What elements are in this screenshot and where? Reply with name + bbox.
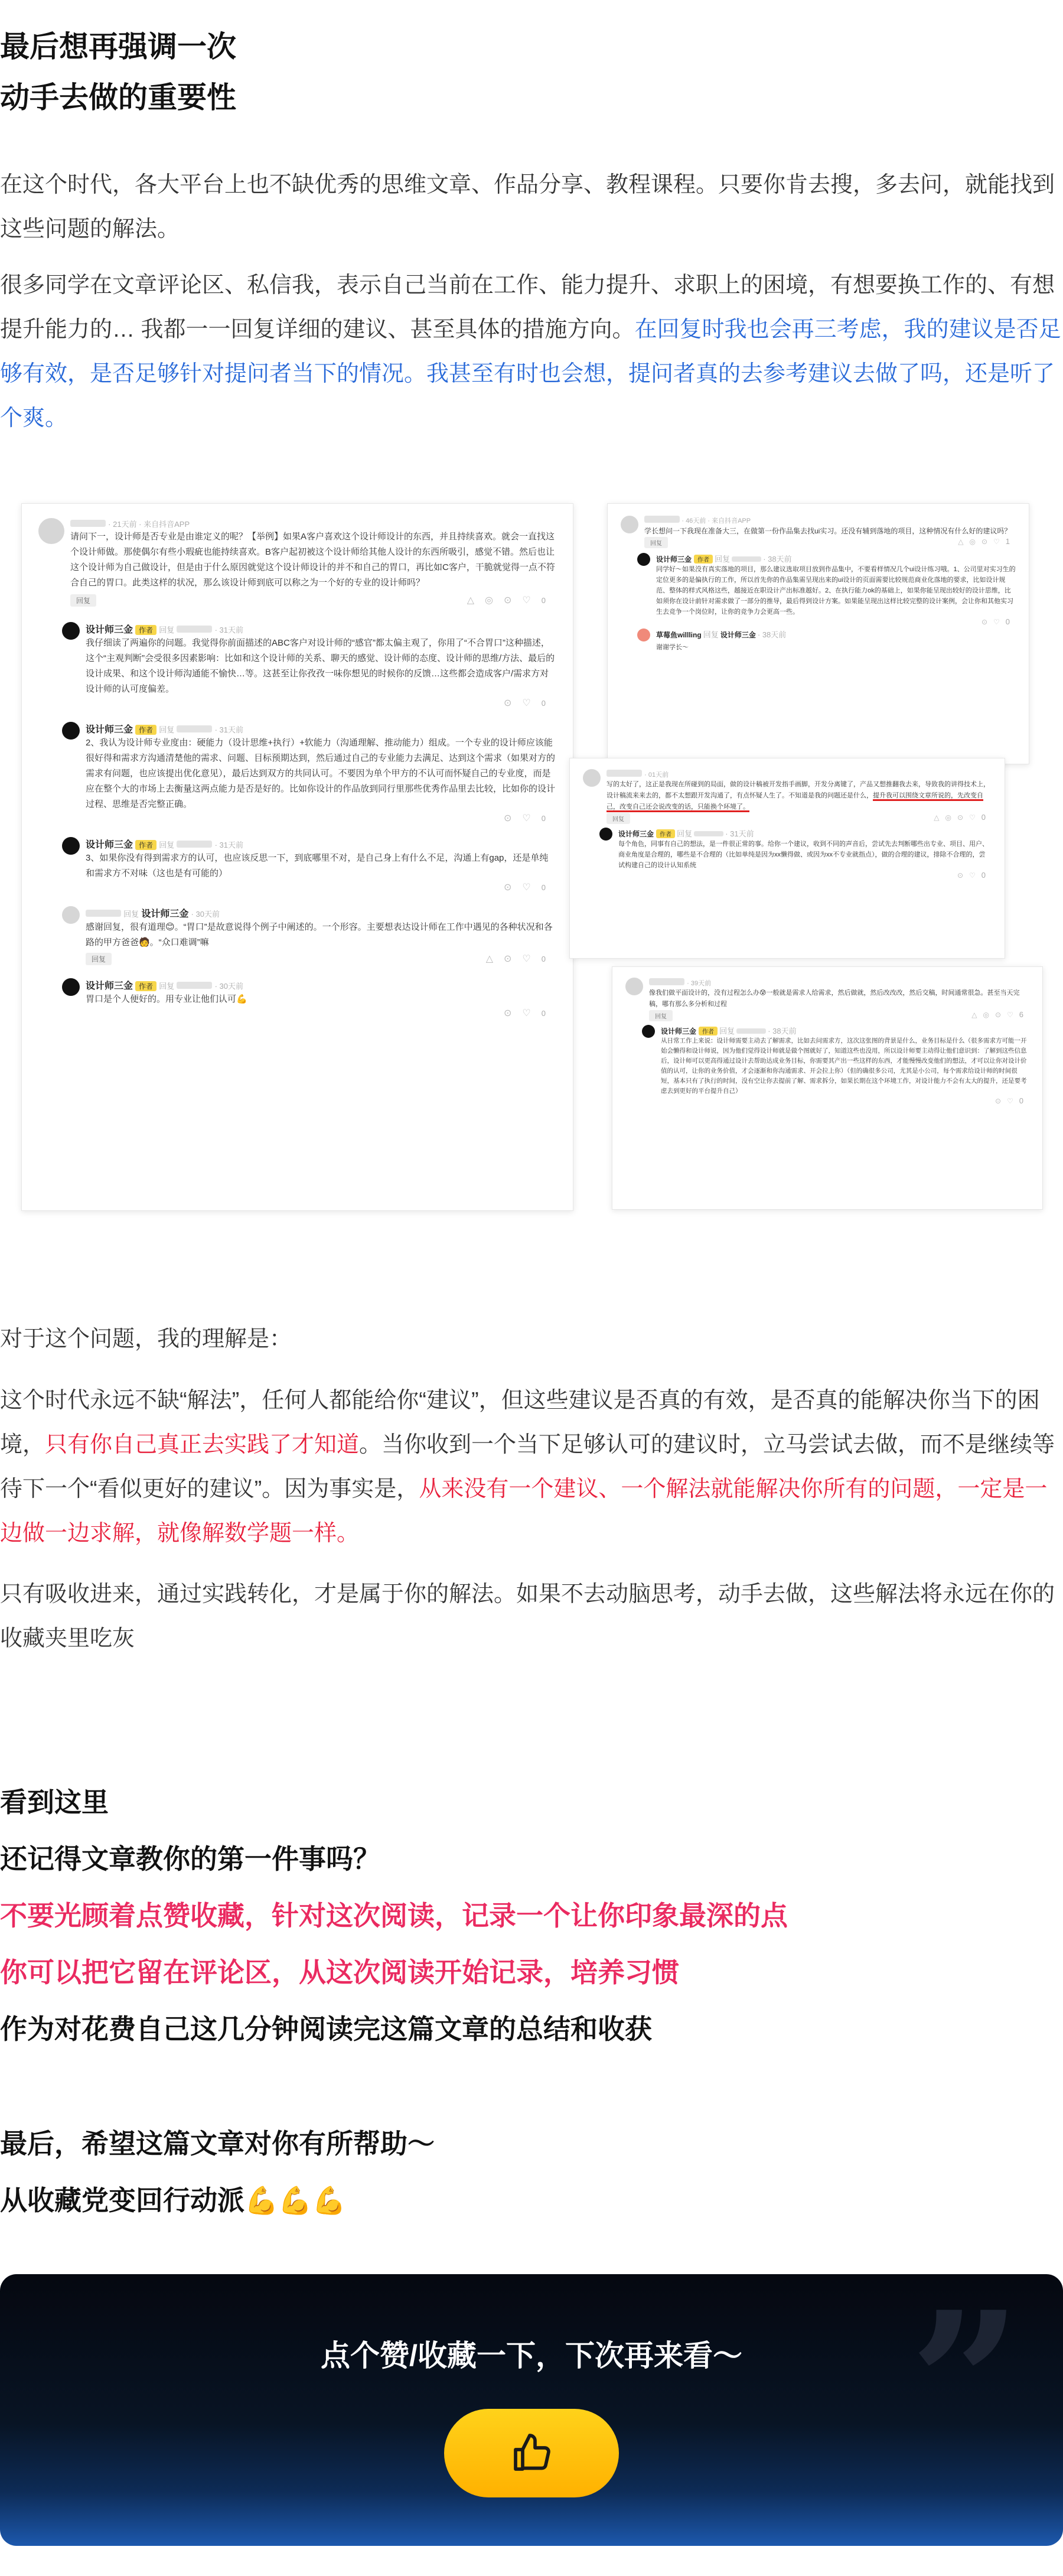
comment-meta: · 31天前 [214,626,243,634]
avatar [583,769,601,787]
comment-meta: · 30天前 [214,982,243,991]
like-icon[interactable]: ♡ [522,813,542,823]
comment-meta: · 31天前 [214,841,243,849]
author-badge: 作者 [135,725,156,735]
coin-icon[interactable]: ◎ [969,538,982,546]
like-icon[interactable]: ♡ [522,954,542,964]
comment-item: · 46天前 · 来自抖音APP 学长想问一下我现在准备大三，在做第一份作品集去找ui实习。还没有辅到落地的项目，这种情况有什么好的建议吗？ 回复 △◎⊙♡1 [621,516,1016,548]
eye-icon[interactable]: ⊙ [981,618,993,626]
author-badge: 作者 [135,625,156,635]
closing-line-1: 看到这里 [0,1787,109,1818]
eye-icon[interactable]: ⊙ [981,538,993,546]
comment-reply: 设计师三金 作者 回复 · 31天前 3、如果你没有得到需求方的认可，也应该反思一下，到底哪里不对，是自己身上有什么不足，沟通上有gap，还是单纯和需求方不对味（这也是有可能的） ⊙♡0 [62,837,556,893]
comment-meta: · 21天前 · 来自抖音APP [108,520,190,529]
avatar [599,828,612,841]
avatar [637,553,650,566]
highlighted-text: 提升我可以围绕文章所说的，先改变自己，改变自己还会说改变的话，只能换个环境了。 [607,792,983,812]
comment-text: 感谢回复，很有道理😊。“胃口”是故意说得个例子中阐述的。一个形容。主要想表达设计师在工作中遇见的各种状况和各路的甲方爸爸🧑。“众口难调”嘛 [86,922,553,947]
like-icon[interactable]: ♡ [993,538,1006,546]
comment-reply: 设计师三金 作者 回复 · 30天前 胃口是个人便好的。用专业让他们认可💪 ⊙♡0 [62,978,556,1019]
warning-icon[interactable]: △ [958,538,970,546]
like-icon[interactable]: ♡ [1007,1011,1019,1019]
warning-icon[interactable]: △ [971,1011,983,1019]
comment-reply: 草莓鱼willling 回复 设计师三金 · 38天前 谢谢学长～ [637,628,1016,655]
avatar [62,722,80,740]
comment-item: · 39天前 像我们做平面设计的，没有过程怎么办😰一般就是需求人给需求，然后做就，然后改改改，然后交稿，时间通常很急。甚至当天完稿，哪有那么多分析和过程 回复 △◎⊙♡6 [625,978,1029,1021]
comment-screenshot-right-bottom [612,966,1043,1210]
avatar [621,516,638,533]
eye-icon[interactable]: ⊙ [994,1097,1007,1105]
like-icon[interactable]: ♡ [522,698,542,708]
avatar [62,978,80,996]
cta-banner [0,2274,1063,2546]
intro-paragraph-2-plain: 很多同学在文章评论区、私信我，表示自己当前在工作、能力提升、求职上的困境，有想要换工作的、有想提升能力的… 我都一一回复详细的建议、甚至具体的措施方向。 [0,273,1055,342]
comment-text: 每个角色，同事有自己的想法，是一件很正常的事。给你一个建议，收到不同的声音后，尝试先去判断哪些出专业、项目、用户、商业角度是合理的，哪些是不合理的（比如单纯是因为xx懒得做、或因为xx不专业就指点），做的合理的建议，排除不合理的，尝试构建自己的设计认知系统 [618,841,989,869]
comment-text: 从日常工作上来说：设计师需要主动去了解需求，比如去问需求方，这次这张图的背景是什么，业务目标是什么（很多需求方可能一开始会懒得和设计师说，因为他们觉得设计师就是做个图就好了，知道这些也没用，所以设计师要主动得让他们意识到：了解到这些信息后，设计师可以更高得通过设计去帮助达成业务目标，你需要其产出一些这样的东西，才能慢慢改变他们的想法，才可以让你对设计价值的认可，让你的业务价值，才会逐渐和你沟通需求、开会拉上你）（但的确很多公司，尤其是小公司，每个需求给设计师的时间很短，基本只有了执行的时间，没有空让你去提前了解、需求拆分，如果长期在这个环境工作，对设计能力不会有太大的提升，还是要考虑去到更好的平台提升自己） [661,1037,1027,1095]
comment-reply: 设计师三金 作者 回复 · 31天前 2、我认为设计师专业度由：硬能力（设计思维+执行）+软能力（沟通理解、推动能力）组成。一个专业的设计师应该能很好得和需求方沟通清楚他的需求、问题、目标预期达到，然后通过自己的专业能力去满足、达到这个需求（如果对方的需求有问题，也应该提出优化意见），最后达到双方的共同认可。不要因为单个甲方的不认可而怀疑自己的专业度，而是应在整个大的市场上去衡量这两点能力是否是好的。比如你设计的作品放到同行里那些优秀作品里去比较，比如你的设计过程、思维是否完整正确。 ⊙♡0 [62,722,556,824]
comment-meta: · 30天前 [191,910,220,919]
intro-paragraph-2-highlight: 在回复时我也会再三考虑，我的建议是否足够有效，是否足够针对提问者当下的情况。我甚至有时也会想，提问者真的去参考建议去做了吗，还是听了个爽。 [0,317,1061,431]
understanding-lead: 对于这个问题，我的理解是： [0,1327,292,1351]
comment-reply: 设计师三金 作者 回复 · 31天前 每个角色，同事有自己的想法，是一件很正常的事。给你一个建议，收到不同的声音后，尝试先去判断哪些出专业、项目、用户、商业角度是合理的，哪些是不合理的（比如单纯是因为xx懒得做、或因为xx不专业就指点），做的合理的建议，排除不合理的，尝试构建自己的设计认知系统 ⊙♡0 [599,828,992,880]
eye-icon[interactable]: ⊙ [957,813,969,822]
warning-icon[interactable]: △ [485,954,504,964]
comment-meta: · 31天前 [214,725,243,734]
like-icon[interactable]: ♡ [969,813,982,822]
comment-actions: △◎⊙♡0 [467,595,556,605]
closing-line-5: 作为对花费自己这几分钟阅读完这篇文章的总结和收获 [0,2014,652,2044]
understanding-paragraph-1: 这个时代永远不缺“解法”，任何人都能给你“建议”，但这些建议是否真的有效，是否真的能解决你当下的困境，只有你自己真正去实践了才知道。当你收到一个当下足够认可的建议时，立马尝试去做，而不是继续等待下一个“看似更好的建议”。因为事实是，从来没有一个建议、一个解法就能解决你所有的问题，一定是一边做一边求解，就像解数学题一样。 [0,1388,1055,1546]
quote-mark-icon: ” [909,2274,1022,2498]
reply-button[interactable]: 回复 [70,594,96,607]
closing-line-4: 你可以把它留在评论区，从这次阅读开始记录，培养习惯 [0,1957,679,1988]
comment-text: 请问下一，设计师是否专业是由谁定义的呢？【举例】如果A客户喜欢这个设计师设计的东西，并且持续喜欢。就会一直找这个设计师做。那使偶尔有些小瑕疵也能持续喜欢。B客户起初被这个设计师给其他人设计的东西所吸引，感觉不错。然后也让这个设计师为自己做设计，但是由于什么原因就觉这个设计师设计的并不和自己的胃口，再比如C客户，干脆就觉得一点不符合自己的胃口。此类这样的状况，那么该设计师到底可以称之为一个好的专业的设计师吗？ [70,532,555,588]
like-icon[interactable]: ♡ [993,618,1006,626]
section-heading-line1: 最后想再强调一次 [0,30,236,63]
comment-screenshot-right-middle [569,758,1005,959]
comment-text: 胃口是个人便好的。用专业让他们认可💪 [86,994,247,1004]
comment-item [38,518,556,607]
reply-button[interactable]: 回复 [649,1010,673,1021]
eye-icon[interactable]: ⊙ [504,813,523,823]
comment-item: · 01天前 写的太好了，这正是我现在所碰到的局面，做的设计稿被开发指手画脚，开发分离键了，产品又想推翻我去来，导致我的讲得技术上，设计稿流来来去的，都不太想跟开发沟通了，有点怀疑人生了。不知道是我的问题还是什么，提升我可以围绕文章所说的，先改变自己，改变自己还会说改变的话，只能换个环境了。 回复 △◎⊙♡0 [583,769,992,824]
like-icon[interactable]: ♡ [522,1008,542,1018]
avatar [625,978,643,995]
eye-icon[interactable]: ⊙ [994,1011,1007,1019]
comment-meta: · 01天前 [644,771,669,779]
reply-button[interactable]: 回复 [607,813,630,824]
comment-meta: · 46天前 · 来自抖音APP [682,517,751,525]
closing-line-2: 还记得文章教你的第一件事吗？ [0,1844,380,1874]
closing-line-6: 最后，希望这篇文章对你有所帮助～ [0,2128,435,2159]
author-badge: 作者 [135,840,156,850]
like-icon[interactable]: ♡ [969,871,982,880]
like-button[interactable] [444,2409,619,2497]
comment-text: 像我们做平面设计的，没有过程怎么办😰一般就是需求人给需求，然后做就，然后改改改，然后交稿，时间通常很急。甚至当天完稿，哪有那么多分析和过程 [649,989,1020,1008]
author-name: 设计师三金 [86,725,133,735]
coin-icon[interactable]: ◎ [983,1011,995,1019]
avatar [62,906,80,924]
closing-line-7: 从收藏党变回行动派💪💪💪 [0,2185,346,2216]
author-name: 设计师三金 [86,625,133,635]
section-heading-line2: 动手去做的重要性 [0,81,236,114]
comment-text: 写的太好了，这正是我现在所碰到的局面，做的设计稿被开发指手画脚，开发分离键了，产品又想推翻我去来，导致我的讲得技术上，设计稿流来来去的，都不太想跟开发沟通了，有点怀疑人生了。不知道是我的问题还是什么，提升我可以围绕文章所说的，先改变自己，改变自己还会说改变的话，只能换个环境了。 [607,779,992,813]
understanding-paragraph-2: 只有吸收进来，通过实践转化，才是属于你的解法。如果不去动脑思考，动手去做，这些解法将永远在你的收藏夹里吃灰 [0,1582,1055,1651]
like-icon[interactable]: ♡ [1007,1097,1019,1105]
comment-text: 我仔细读了两遍你的问题。我觉得你前面描述的ABC客户对设计师的“感官”都太偏主观了，你用了“不合胃口”这种描述，这个“主观判断”会受很多因素影响：比如和这个设计师的关系、聊天的感觉、设计师的态度、设计师的思维/方法、最后的设计成果、和这个设计师沟通能不愉快…等。这甚至让你孜孜一味你想见的时候你的反馈…这些都会造成客户/需求方对设计师的认可度偏差。 [86,638,555,694]
emphasis-text: 从来没有一个建议、一个解法就能解决你所有的问题，一定是一边做一边求解，就像解数学题一样。 [0,1477,1048,1546]
closing-line-3: 不要光顾着点赞收藏，针对这次阅读，记录一个让你印象最深的点 [0,1900,788,1931]
coin-icon[interactable]: ◎ [485,595,504,605]
intro-paragraph-2 [0,263,1063,441]
eye-icon[interactable]: ⊙ [504,698,523,708]
author-name: 设计师三金 [86,840,133,850]
warning-icon[interactable]: △ [467,595,485,605]
author-badge: 作者 [135,981,156,991]
emphasis-text: 只有你自己真正去实践了才知道 [45,1432,360,1457]
eye-icon[interactable]: ⊙ [504,882,523,893]
avatar [62,837,80,855]
like-icon[interactable]: ♡ [522,595,542,605]
comment-screenshot-right-top [607,503,1029,764]
comment-screenshot-left [21,503,573,1211]
like-icon[interactable]: ♡ [522,882,542,893]
comment-reply: 设计师三金 作者 回复 · 38天前 同学好～如果没有真实落地的项目，那么建议选取项目放到作品集中，不要看样情况几个ui设计练习哦。1、公司里对实习生的定位更多的是偏执行的工作，所以首先你的作品集需呈现出来的ui设计的页面需要比较规范商业化落地的要求，比如设计规范、整体的样式风格这些，越接近在职设计产出标准越好。2、在执行能力ok的基础上，如果你能呈现出较好的设计思维，比如须你在设计前针对需求做了一部分的推导，最后得到设计方案。如果能呈现出这样比较完整的设计案例，会让你和其他实习生去竞争一个岗位时，让你的竞争力会更高一些。 ⊙♡0 [637,553,1016,626]
reply-button[interactable]: 回复 [86,953,112,965]
avatar [38,518,64,544]
eye-icon[interactable]: ⊙ [957,871,969,880]
reply-button[interactable]: 回复 [644,537,668,548]
username-redacted [70,520,106,527]
cta-text: 点个赞/收藏一下，下次再来看～ [321,2339,742,2372]
comment-text: 同学好～如果没有真实落地的项目，那么建议选取项目放到作品集中，不要看样情况几个ui设计练习哦。1、公司里对实习生的定位更多的是偏执行的工作，所以首先你的作品集需呈现出来的ui设计的页面需要比较规范商业化落地的要求，比如设计规范、整体的样式风格这些，越接近在职设计产出标准越好。2、在执行能力ok的基础上，如果你能呈现出较好的设计思维，比如须你在设计前针对需求做了一部分的推导，最后得到设计方案。如果能呈现出这样比较完整的设计案例，会让你和其他实习生去竞争一个岗位时，让你的竞争力会更高一些。 [656,566,1016,615]
avatar [637,628,650,641]
eye-icon[interactable]: ⊙ [504,1008,523,1018]
avatar [642,1025,655,1038]
avatar [62,622,80,640]
author-name: 设计师三金 [86,981,133,991]
comment-text: 学长想问一下我现在准备大三，在做第一份作品集去找ui实习。还没有辅到落地的项目，这种情况有什么好的建议吗？ [644,527,1012,535]
comment-text: 谢谢学长～ [656,644,689,651]
thumbs-up-icon [510,2432,553,2474]
comment-text: 3、如果你没有得到需求方的认可，也应该反思一下，到底哪里不对，是自己身上有什么不足，沟通上有gap，还是单纯和需求方不对味（这也是有可能的） [86,853,549,878]
comment-reply: 回复 设计师三金 · 30天前 感谢回复，很有道理😊。“胃口”是故意说得个例子中阐述的。一个形容。主要想表达设计师在工作中遇见的各种状况和各路的甲方爸爸🧑。“众口难调”嘛 回复 △⊙♡0 [62,906,556,965]
comment-meta: · 39天前 [687,980,712,987]
comment-reply: 设计师三金 作者 回复 · 31天前 我仔细读了两遍你的问题。我觉得你前面描述的ABC客户对设计师的“感官”都太偏主观了，你用了“不合胃口”这种描述，这个“主观判断”会受很多因素影响：比如和这个设计师的关系、聊天的感觉、设计师的态度、设计师的思维/方法、最后的设计成果、和这个设计师沟通能不愉快…等。这甚至让你孜孜一味你想见的时候你的反馈…这些都会造成客户/需求方对设计师的认可度偏差。 ⊙♡0 [62,622,556,709]
eye-icon[interactable]: ⊙ [504,595,523,605]
intro-paragraph-1: 在这个时代，各大平台上也不缺优秀的思维文章、作品分享、教程课程。只要你肯去搜，多去问，就能找到这些问题的解法。 [0,172,1055,242]
coin-icon[interactable]: ◎ [945,813,957,822]
warning-icon[interactable]: △ [934,813,945,822]
comment-text: 2、我认为设计师专业度由：硬能力（设计思维+执行）+软能力（沟通理解、推动能力）组成。一个专业的设计师应该能很好得和需求方沟通清楚他的需求、问题、目标预期达到，然后通过自己的专业能力去满足、达到这个需求（如果对方的需求有问题，也应该提出优化意见），最后达到双方的共同认可。不要因为单个甲方的不认可而怀疑自己的专业度，而是应在整个大的市场上去衡量这两点能力是否是好的。比如你设计的作品放到同行里那些优秀作品里去比较，比如你的设计过程、思维是否完整正确。 [86,738,556,809]
comment-reply: 设计师三金 作者 回复 · 38天前 从日常工作上来说：设计师需要主动去了解需求，比如去问需求方，这次这张图的背景是什么，业务目标是什么（很多需求方可能一开始会懒得和设计师说，因为他们觉得设计师就是做个图就好了，知道这些也没用，所以设计师要主动得让他们意识到：了解到这些信息后，设计师可以更高得通过设计去帮助达成业务目标，你需要其产出一些这样的东西，才能慢慢改变他们的想法，才可以让你对设计价值的认可，让你的业务价值，才会逐渐和你沟通需求、开会拉上你）（但的确很多公司，尤其是小公司，每个需求给设计师的时间很短，基本只有了执行的时间，没有空让你去提前了解、需求拆分，如果长期在这个环境工作，对设计能力不会有太大的提升，还是要考虑去到更好的平台提升自己） ⊙♡0 [642,1025,1029,1105]
eye-icon[interactable]: ⊙ [504,954,523,964]
